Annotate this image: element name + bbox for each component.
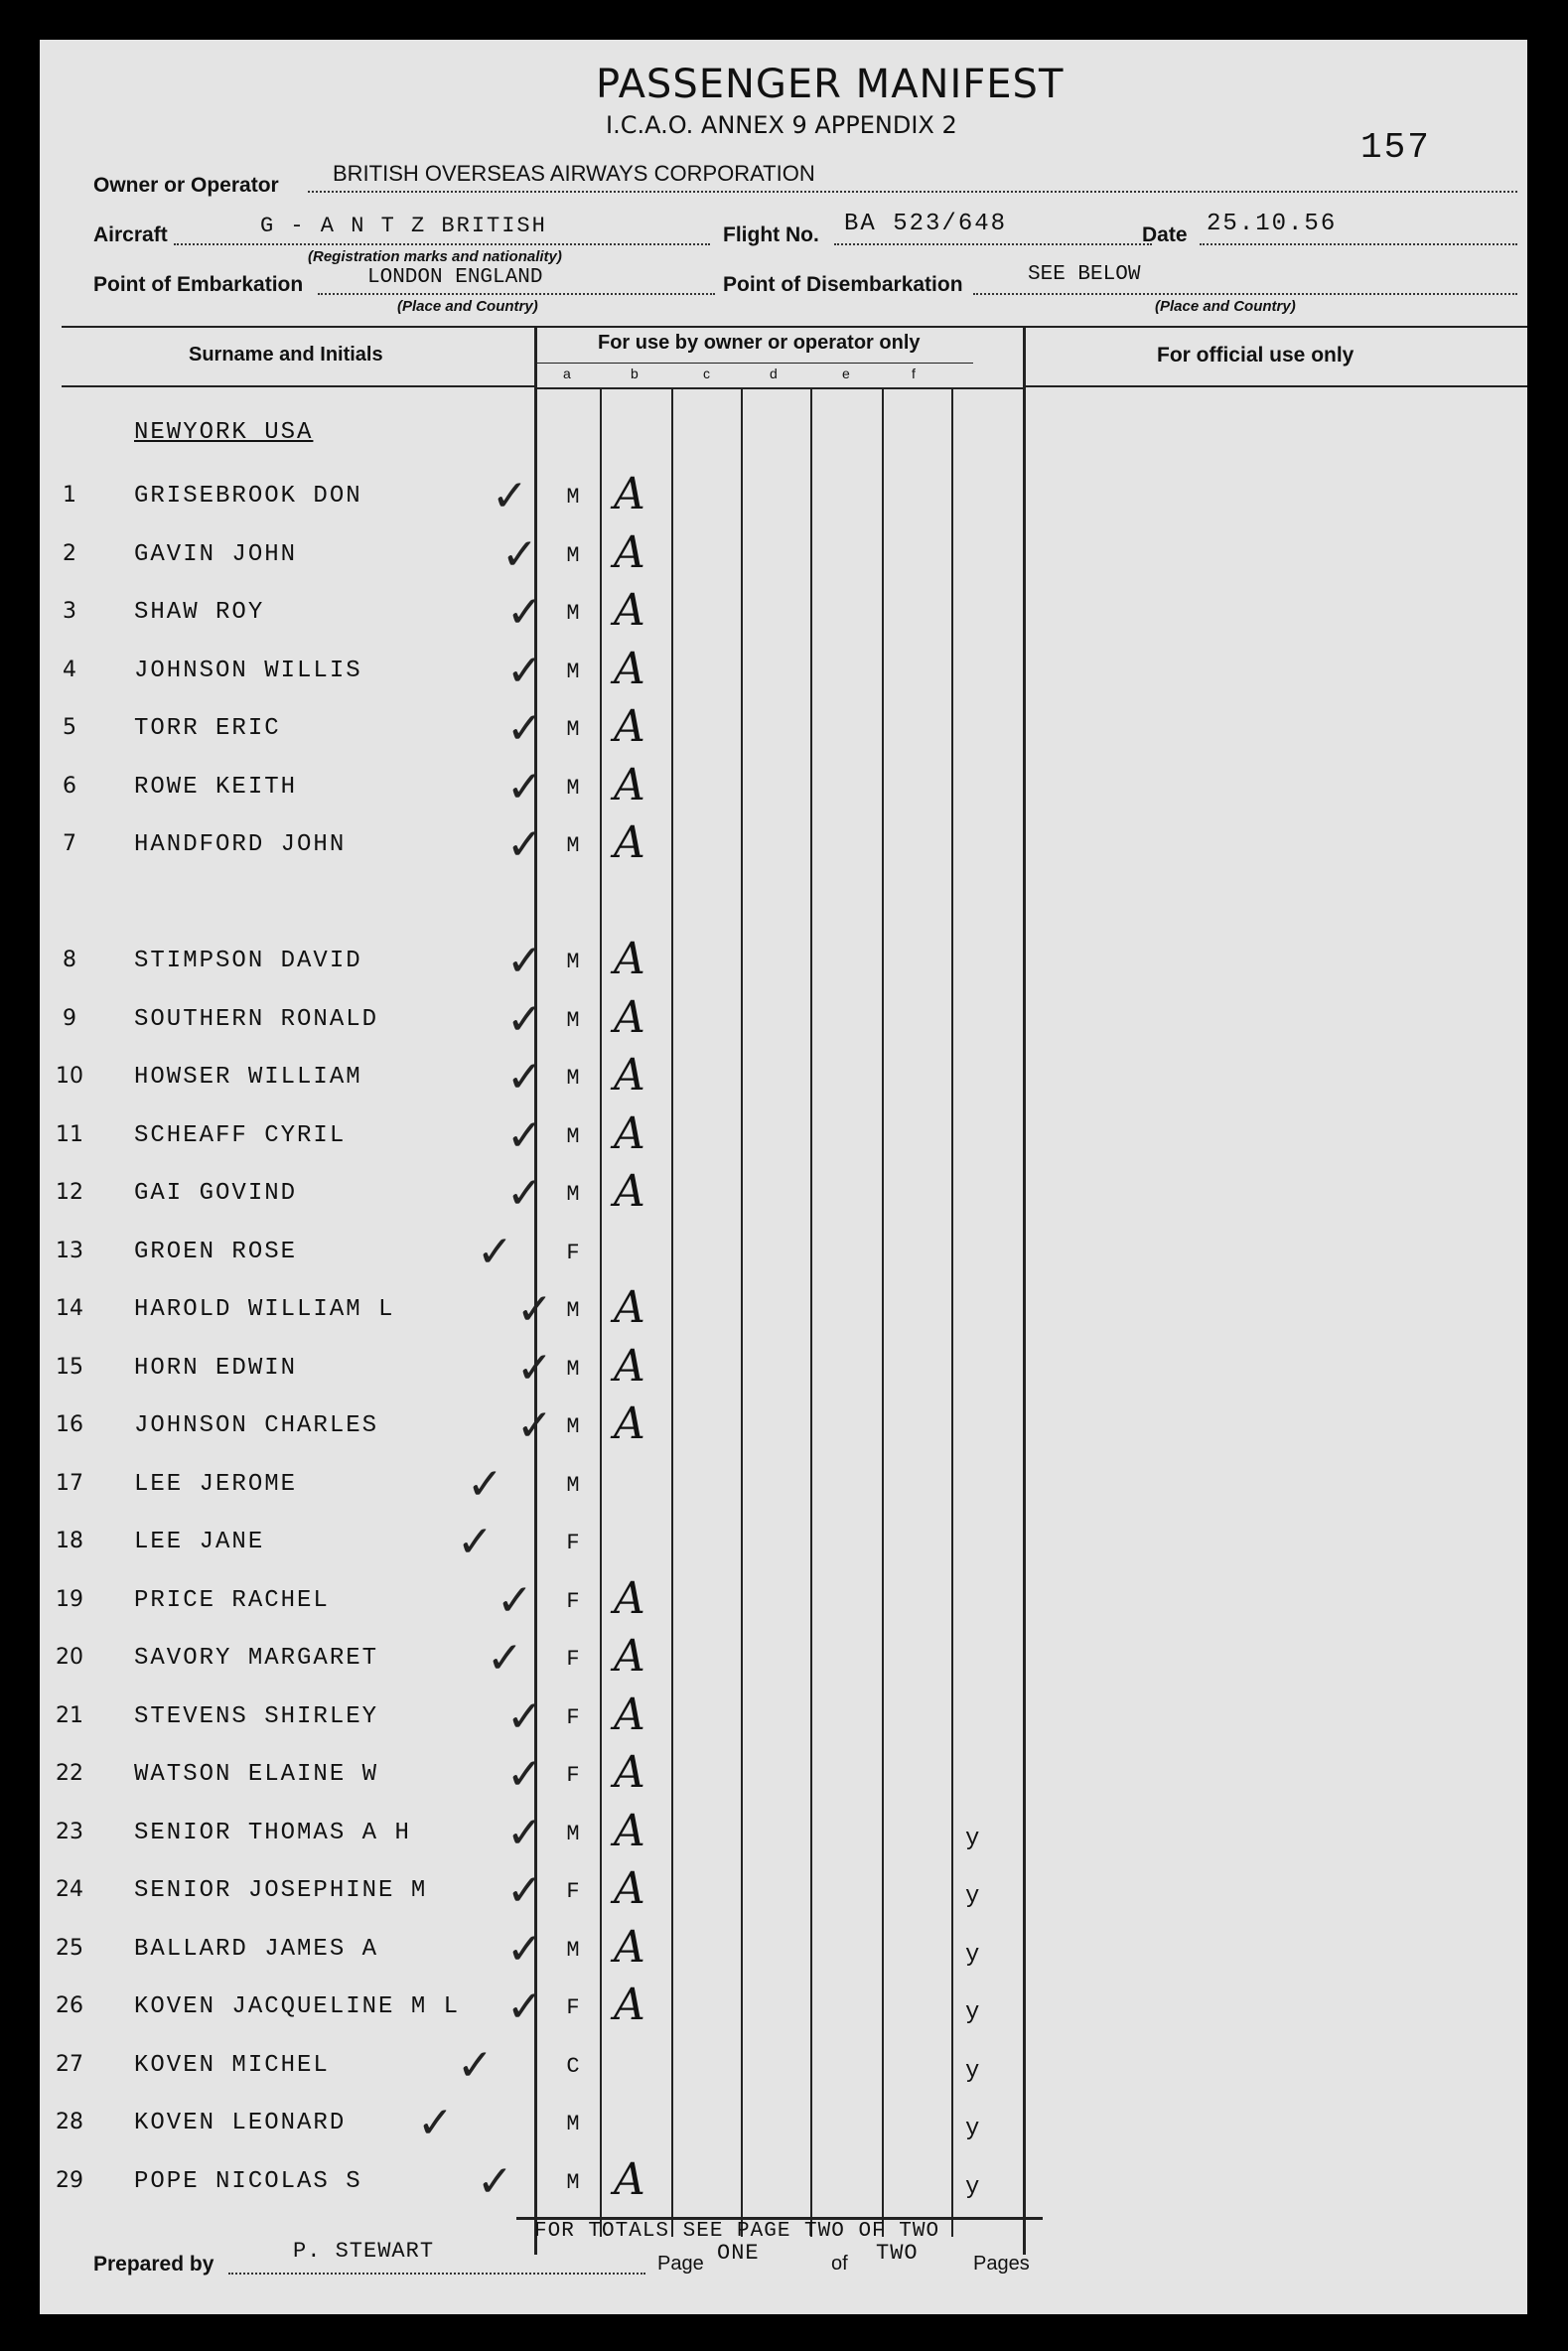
check-mark-icon: ✓ (506, 646, 543, 696)
subcol-d: d (770, 366, 778, 381)
passenger-name: SCHEAFF CYRIL (134, 1122, 347, 1149)
subcol-e: e (842, 366, 850, 381)
column-b-mark: A (614, 1863, 645, 1914)
check-mark-icon: ✓ (457, 1517, 494, 1567)
table-row (40, 1513, 1527, 1568)
prepared-dots (228, 2273, 645, 2275)
column-b-mark: A (614, 527, 645, 578)
disembark-value: SEE BELOW (1028, 263, 1141, 286)
passenger-name: KOVEN LEONARD (134, 2110, 347, 2136)
surname-header: Surname and Initials (189, 344, 383, 366)
flight-value: BA 523/648 (844, 211, 1008, 237)
row-number: 19 (56, 1587, 83, 1612)
subcol-a: a (563, 366, 571, 381)
row-number: 8 (63, 948, 76, 972)
check-mark-icon: ✓ (516, 1400, 553, 1451)
disembark-note: (Place and Country) (1155, 298, 1296, 315)
passenger-name: LEE JANE (134, 1529, 265, 1555)
column-b-mark: A (614, 1690, 645, 1740)
table-row (40, 1804, 1527, 1859)
passenger-sex: M (566, 1357, 582, 1382)
header-bottom-rule-official (1026, 385, 1527, 387)
table-row (40, 932, 1527, 987)
subcol-c: c (703, 366, 710, 381)
passenger-name: SENIOR JOSEPHINE M (134, 1877, 428, 1904)
passenger-sex: F (566, 1763, 582, 1788)
row-number: 18 (56, 1529, 83, 1553)
passenger-sex: M (566, 1473, 582, 1498)
passenger-name: ROWE KEITH (134, 774, 298, 801)
passenger-sex: M (566, 776, 582, 801)
passenger-name: GRISEBROOK DON (134, 483, 362, 510)
check-mark-icon: ✓ (506, 819, 543, 870)
table-row (40, 1164, 1527, 1220)
check-mark-icon: ✓ (506, 1924, 543, 1975)
row-number: 26 (56, 1993, 83, 2018)
table-row (40, 2036, 1527, 2092)
table-row (40, 467, 1527, 522)
passenger-sex: M (566, 950, 582, 974)
row-number: 25 (56, 1936, 83, 1961)
check-mark-icon: ✓ (417, 2098, 454, 2148)
check-mark-icon: ✓ (516, 1343, 553, 1394)
passenger-sex: F (566, 1705, 582, 1730)
owner-value: BRITISH OVERSEAS AIRWAYS CORPORATION (333, 161, 815, 186)
table-row (40, 1396, 1527, 1452)
column-b-mark: A (614, 817, 645, 868)
flight-label: Flight No. (723, 223, 819, 246)
passenger-sex: M (566, 2112, 582, 2136)
row-number: 27 (56, 2052, 83, 2077)
column-b-mark: A (614, 701, 645, 752)
table-row (40, 1629, 1527, 1685)
passenger-name: SAVORY MARGARET (134, 1645, 379, 1672)
passenger-sex: F (566, 1647, 582, 1672)
passenger-sex: M (566, 485, 582, 510)
totals-note: FOR TOTALS SEE PAGE TWO OF TWO (534, 2220, 940, 2243)
passenger-name: GROEN ROSE (134, 1239, 298, 1265)
passenger-name: KOVEN JACQUELINE M L (134, 1993, 461, 2020)
embark-note: (Place and Country) (397, 298, 538, 315)
of-value: TWO (876, 2241, 919, 2266)
page-label: Page (657, 2253, 704, 2275)
owner-label: Owner or Operator (93, 174, 279, 197)
table-row (40, 1106, 1527, 1162)
passenger-name: JOHNSON WILLIS (134, 658, 362, 684)
row-number: 13 (56, 1239, 83, 1263)
row-number: 21 (56, 1703, 83, 1728)
row-number: 16 (56, 1412, 83, 1437)
passenger-name: KOVEN MICHEL (134, 2052, 330, 2079)
table-row (40, 1978, 1527, 2033)
table-top-rule (62, 326, 1527, 328)
row-number: 29 (56, 2168, 83, 2193)
check-mark-icon: ✓ (506, 1052, 543, 1102)
column-b-mark: A (614, 1573, 645, 1624)
check-mark-icon: ✓ (506, 1749, 543, 1800)
row-number: 14 (56, 1296, 83, 1321)
check-mark-icon: ✓ (506, 703, 543, 754)
check-mark-icon: ✓ (506, 1808, 543, 1858)
passenger-name: PRICE RACHEL (134, 1587, 330, 1614)
passenger-sex: F (566, 1241, 582, 1265)
table-row (40, 1048, 1527, 1103)
passenger-name: HORN EDWIN (134, 1355, 298, 1382)
passenger-sex: C (566, 2054, 582, 2079)
passenger-name: WATSON ELAINE W (134, 1761, 379, 1788)
check-mark-icon: ✓ (497, 1575, 533, 1626)
table-row (40, 699, 1527, 755)
column-b-mark: A (614, 1980, 645, 2030)
manifest-sheet (40, 40, 1527, 2314)
subcol-f: f (912, 366, 916, 381)
column-b-mark: A (614, 644, 645, 694)
passenger-sex: M (566, 1124, 582, 1149)
check-mark-icon: ✓ (506, 1168, 543, 1219)
check-mark-icon: ✓ (487, 1633, 523, 1684)
row-number: 9 (63, 1006, 76, 1031)
check-mark-icon: ✓ (477, 1227, 513, 1277)
page-subtitle: I.C.A.O. ANNEX 9 APPENDIX 2 (606, 111, 957, 139)
column-b-mark: A (614, 1050, 645, 1101)
embark-value: LONDON ENGLAND (367, 266, 543, 289)
owner-subheader-rule (536, 363, 973, 364)
subcol-b: b (631, 366, 639, 381)
column-f-mark: y (965, 1826, 982, 1852)
passenger-sex: M (566, 833, 582, 858)
table-row (40, 2094, 1527, 2149)
embark-label: Point of Embarkation (93, 273, 304, 296)
column-b-mark: A (614, 1747, 645, 1798)
passenger-sex: M (566, 1066, 582, 1091)
row-number: 22 (56, 1761, 83, 1786)
passenger-sex: F (566, 1995, 582, 2020)
pages-label: Pages (973, 2253, 1030, 2275)
column-b-mark: A (614, 1108, 645, 1159)
column-b-mark: A (614, 1922, 645, 1973)
passenger-sex: M (566, 1822, 582, 1846)
check-mark-icon: ✓ (457, 2040, 494, 2091)
aircraft-value: G - A N T Z BRITISH (260, 214, 547, 238)
column-f-mark: y (965, 2116, 982, 2142)
row-number: 1 (63, 483, 76, 508)
column-b-mark: A (614, 2154, 645, 2205)
table-row (40, 1455, 1527, 1511)
passenger-sex: M (566, 601, 582, 626)
passenger-name: JOHNSON CHARLES (134, 1412, 379, 1439)
row-number: 24 (56, 1877, 83, 1902)
check-mark-icon: ✓ (506, 936, 543, 986)
destination-heading: NEWYORK USA (134, 419, 314, 446)
passenger-sex: M (566, 1008, 582, 1033)
aircraft-label: Aircraft (93, 223, 168, 246)
column-b-mark: A (614, 469, 645, 519)
date-value: 25.10.56 (1207, 211, 1338, 237)
column-b-mark: A (614, 585, 645, 636)
column-b-mark: A (614, 1806, 645, 1856)
row-number: 11 (56, 1122, 83, 1147)
row-number: 28 (56, 2110, 83, 2134)
passenger-sex: M (566, 1298, 582, 1323)
table-row (40, 990, 1527, 1046)
passenger-name: HOWSER WILLIAM (134, 1064, 362, 1091)
column-b-mark: A (614, 1166, 645, 1217)
passenger-name: TORR ERIC (134, 715, 281, 742)
row-number: 2 (63, 541, 76, 566)
passenger-name: LEE JEROME (134, 1471, 298, 1498)
table-row (40, 2152, 1527, 2208)
column-b-mark: A (614, 934, 645, 984)
passenger-sex: M (566, 660, 582, 684)
disembark-label: Point of Disembarkation (723, 273, 963, 296)
check-mark-icon: ✓ (506, 762, 543, 812)
official-use-header: For official use only (1157, 344, 1354, 367)
passenger-name: GAVIN JOHN (134, 541, 298, 568)
passenger-name: SENIOR THOMAS A H (134, 1820, 411, 1846)
prepared-label: Prepared by (93, 2253, 214, 2276)
table-row (40, 583, 1527, 639)
column-f-mark: y (965, 1942, 982, 1969)
row-number: 12 (56, 1180, 83, 1205)
owner-use-header: For use by owner or operator only (598, 332, 921, 354)
check-mark-icon: ✓ (506, 1110, 543, 1161)
row-number: 6 (63, 774, 76, 799)
passenger-name: HAROLD WILLIAM L (134, 1296, 395, 1323)
row-number: 17 (56, 1471, 83, 1496)
row-number: 5 (63, 715, 76, 740)
passenger-name: SOUTHERN RONALD (134, 1006, 379, 1033)
row-number: 23 (56, 1820, 83, 1844)
check-mark-icon: ✓ (492, 471, 528, 521)
passenger-sex: F (566, 1531, 582, 1555)
date-label: Date (1142, 223, 1188, 246)
passenger-name: GAI GOVIND (134, 1180, 298, 1207)
column-b-mark: A (614, 1398, 645, 1449)
aircraft-dots (174, 243, 710, 245)
check-mark-icon: ✓ (506, 994, 543, 1045)
column-b-mark: A (614, 1341, 645, 1392)
check-mark-icon: ✓ (501, 529, 538, 580)
table-row (40, 525, 1527, 581)
aircraft-note: (Registration marks and nationality) (308, 248, 562, 265)
column-f-mark: y (965, 1883, 982, 1910)
page-title: PASSENGER MANIFEST (596, 62, 1065, 107)
passenger-sex: M (566, 1414, 582, 1439)
table-row (40, 1280, 1527, 1336)
passenger-sex: M (566, 717, 582, 742)
header-bottom-rule (62, 385, 534, 387)
passenger-sex: M (566, 2170, 582, 2195)
row-number: 4 (63, 658, 76, 682)
column-b-mark: A (614, 992, 645, 1043)
table-row (40, 758, 1527, 813)
passenger-sex: M (566, 543, 582, 568)
check-mark-icon: ✓ (467, 1459, 503, 1510)
column-b-mark: A (614, 1282, 645, 1333)
table-row (40, 1688, 1527, 1743)
passenger-name: SHAW ROY (134, 599, 265, 626)
passenger-name: POPE NICOLAS S (134, 2168, 362, 2195)
row-number: 15 (56, 1355, 83, 1380)
prepared-value: P. STEWART (293, 2239, 435, 2264)
check-mark-icon: ✓ (506, 587, 543, 638)
passenger-name: STEVENS SHIRLEY (134, 1703, 379, 1730)
row-number: 3 (63, 599, 76, 624)
column-f-mark: y (965, 2058, 982, 2085)
passenger-sex: M (566, 1938, 582, 1963)
table-row (40, 1920, 1527, 1976)
table-row (40, 1223, 1527, 1278)
column-f-mark: y (965, 2174, 982, 2201)
table-row (40, 1339, 1527, 1395)
page-value: ONE (717, 2241, 760, 2266)
table-row (40, 1745, 1527, 1801)
check-mark-icon: ✓ (506, 1865, 543, 1916)
disembark-dots (973, 293, 1517, 295)
passenger-sex: F (566, 1589, 582, 1614)
table-row (40, 815, 1527, 871)
column-b-mark: A (614, 1631, 645, 1682)
check-mark-icon: ✓ (506, 1691, 543, 1742)
passenger-sex: F (566, 1879, 582, 1904)
check-mark-icon: ✓ (506, 1982, 543, 2032)
owner-dots (308, 191, 1517, 193)
passenger-name: BALLARD JAMES A (134, 1936, 379, 1963)
row-number: 7 (63, 831, 76, 856)
check-mark-icon: ✓ (516, 1284, 553, 1335)
embark-dots (318, 293, 715, 295)
date-dots (1200, 243, 1517, 245)
of-label: of (831, 2253, 848, 2275)
passenger-name: STIMPSON DAVID (134, 948, 362, 974)
passenger-sex: M (566, 1182, 582, 1207)
table-row (40, 1861, 1527, 1917)
page-number: 157 (1360, 127, 1431, 168)
row-number: 10 (56, 1064, 83, 1089)
column-f-mark: y (965, 1999, 982, 2026)
header-bottom-rule-owner (536, 387, 1023, 389)
passenger-name: HANDFORD JOHN (134, 831, 347, 858)
check-mark-icon: ✓ (477, 2156, 513, 2207)
table-row (40, 642, 1527, 697)
row-number: 20 (56, 1645, 83, 1670)
flight-dots (834, 243, 1152, 245)
column-b-mark: A (614, 760, 645, 810)
table-row (40, 1571, 1527, 1627)
